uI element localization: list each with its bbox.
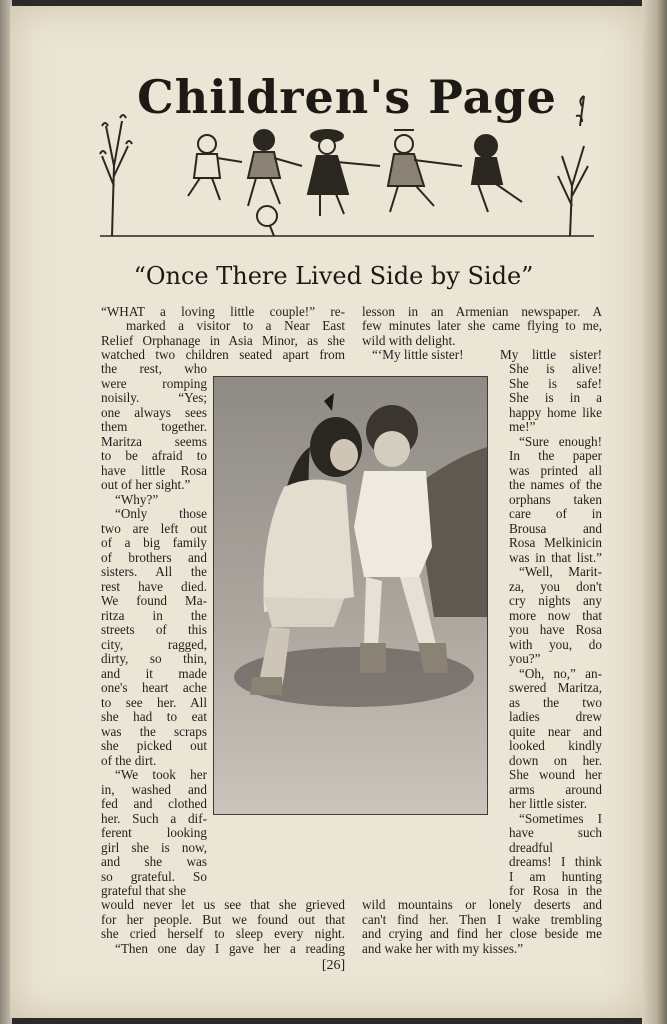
text-line: you?” bbox=[509, 651, 541, 666]
children-dancing-illustration bbox=[92, 66, 602, 244]
text-line: would never let us see that she grieved bbox=[101, 897, 345, 912]
text-line: streets of this bbox=[101, 622, 207, 637]
text-line: Relief Orphanage in Asia Minor, as she bbox=[101, 333, 345, 348]
text-line: Rosa Melkinicin bbox=[509, 535, 602, 550]
text-line: swered Maritza, bbox=[509, 680, 602, 695]
text-line: you have Rosa bbox=[509, 622, 602, 637]
text-line: Brousa and bbox=[509, 521, 602, 536]
text-line: wild with delight. bbox=[362, 333, 456, 348]
header-banner bbox=[92, 66, 602, 244]
text-line: she cried herself to sleep every night. bbox=[101, 926, 345, 941]
text-line: She is alive! bbox=[509, 361, 602, 376]
text-line: one's heart ache bbox=[101, 680, 207, 695]
text-line: ferent looking bbox=[101, 825, 207, 840]
text-line: the names of the bbox=[509, 477, 602, 492]
text-line: the rest, who bbox=[101, 361, 207, 376]
text-line: “Well, Marit- bbox=[519, 564, 602, 579]
text-line: was printed all bbox=[509, 463, 602, 478]
text-line: “Why?” bbox=[115, 492, 159, 507]
text-line: fed and clothed bbox=[101, 796, 207, 811]
text-line: “‘My little sister! bbox=[372, 347, 464, 362]
text-line: sisters. All the bbox=[101, 564, 207, 579]
text-line: of a big family bbox=[101, 535, 207, 550]
text-line: have such bbox=[509, 825, 602, 840]
text-line: grateful that she bbox=[101, 883, 186, 898]
text-line: me!” bbox=[509, 419, 536, 434]
text-line: quite near and bbox=[509, 724, 602, 739]
text-line: she picked out bbox=[101, 738, 207, 753]
text-line: and she was bbox=[101, 854, 207, 869]
article-headline: “Once There Lived Side by Side” bbox=[133, 262, 534, 290]
text-line: ladies drew bbox=[509, 709, 602, 724]
text-line: “We took her bbox=[115, 767, 207, 782]
text-line: ritza in the bbox=[101, 608, 207, 623]
text-line: more now that bbox=[509, 608, 602, 623]
text-line: of brothers and bbox=[101, 550, 207, 565]
page-number: [26] bbox=[321, 958, 346, 973]
text-line: was in that list.” bbox=[509, 550, 602, 565]
text-line: dirty, so thin, bbox=[101, 651, 207, 666]
text-line: was the scraps bbox=[101, 724, 207, 739]
text-line: to see her. All bbox=[101, 695, 207, 710]
text-line: she had to eat bbox=[101, 709, 207, 724]
text-line: We found Ma- bbox=[101, 593, 207, 608]
text-line: “Only those bbox=[115, 506, 207, 521]
page-title: Children's Page bbox=[137, 70, 557, 124]
text-line: girl she is now, bbox=[101, 840, 207, 855]
text-line: for her people. But we found out that bbox=[101, 912, 345, 927]
text-line: My little sister! bbox=[500, 347, 602, 362]
text-line: and it made bbox=[101, 666, 207, 681]
text-line: happy home like bbox=[509, 405, 602, 420]
text-line: one always sees bbox=[101, 405, 207, 420]
text-line: rest have died. bbox=[101, 579, 207, 594]
text-line: down on her. bbox=[509, 753, 602, 768]
text-line: of the dirt. bbox=[101, 753, 157, 768]
text-line: za, you don't bbox=[509, 579, 602, 594]
text-line: orphans taken bbox=[509, 492, 602, 507]
text-line: them together. bbox=[101, 419, 207, 434]
text-line: “Sure enough! bbox=[519, 434, 602, 449]
text-line: in, washed and bbox=[101, 782, 207, 797]
text-line: city, ragged, bbox=[101, 637, 207, 652]
text-line: can't find her. Then I wake trembling bbox=[362, 912, 602, 927]
text-line: “Then one day I gave her a reading bbox=[115, 941, 345, 956]
text-line: I am hunting bbox=[509, 869, 602, 884]
text-line: with you, do bbox=[509, 637, 602, 652]
text-line: Maritza seems bbox=[101, 434, 207, 449]
text-line: for Rosa in the bbox=[509, 883, 602, 898]
text-line: looked kindly bbox=[509, 738, 602, 753]
text-line: few minutes later she came flying to me, bbox=[362, 318, 602, 333]
text-line: wild mountains or lonely deserts and bbox=[362, 897, 602, 912]
page-edge bbox=[642, 0, 667, 1024]
text-line: so grateful. So bbox=[101, 869, 207, 884]
text-line: out of her sight.” bbox=[101, 477, 191, 492]
text-line: cry nights any bbox=[509, 593, 602, 608]
text-line: “Sometimes I bbox=[519, 811, 602, 826]
photograph-two-girls bbox=[213, 376, 488, 815]
text-line: She is in a bbox=[509, 390, 602, 405]
text-line: care of in bbox=[509, 506, 602, 521]
text-line: have little Rosa bbox=[101, 463, 207, 478]
text-line: were romping bbox=[101, 376, 207, 391]
text-line: “WHAT a loving little couple!” re- bbox=[101, 304, 345, 319]
text-line: and wake her with my kisses.” bbox=[362, 941, 524, 956]
text-line: dreadful bbox=[509, 840, 553, 855]
text-line: arms around bbox=[509, 782, 602, 797]
text-line: noisily. “Yes; bbox=[101, 390, 207, 405]
text-line: She wound her bbox=[509, 767, 602, 782]
text-line: and crying and find her close beside me bbox=[362, 926, 602, 941]
text-line: to be afraid to bbox=[101, 448, 207, 463]
text-line: as the two bbox=[509, 695, 602, 710]
text-line: lesson in an Armenian newspaper. A bbox=[362, 304, 602, 319]
text-line: In the paper bbox=[509, 448, 602, 463]
text-line: “Oh, no,” an- bbox=[519, 666, 602, 681]
text-line: two are left out bbox=[101, 521, 207, 536]
text-line: dreams! I think bbox=[509, 854, 602, 869]
text-line: her. Such a dif- bbox=[101, 811, 207, 826]
text-line: She is safe! bbox=[509, 376, 602, 391]
text-line: watched two children seated apart from bbox=[101, 347, 345, 362]
text-line: marked a visitor to a Near East bbox=[126, 318, 345, 333]
text-line: her little sister. bbox=[509, 796, 588, 811]
